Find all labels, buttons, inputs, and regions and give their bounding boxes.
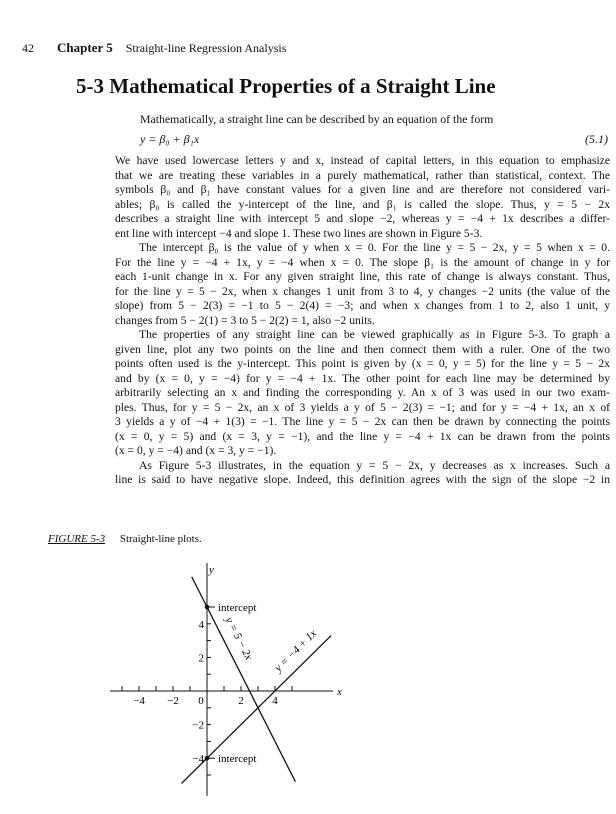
text-line: (x = 0, y = 5) and (x = 3, y = −1), and the line y = −4 + 1x can be drawn from the points	[115, 429, 610, 443]
chapter-label: Chapter 5	[57, 40, 113, 55]
text-line: The properties of any straight line can be viewed graphically as in Figure 5-3. To graph a	[139, 328, 610, 341]
text-line: that we are treating these variables in a purely mathematical, rather than statistical, context. The	[115, 168, 610, 182]
series-label: y = −4 + 1x	[272, 627, 320, 675]
text-line: ples. Thus, for y = 5 − 2x, an x of 3 yields a y of 5 − 2(3) = −1; and for y = −4 + 1x, an x of	[115, 400, 610, 414]
text-line: for the line y = 5 − 2x, when x changes 1 unit from 3 to 4, y changes −2 units (the value of the	[115, 284, 610, 298]
chapter-title: Straight-line Regression Analysis	[125, 41, 287, 55]
text-line: arbitrarily selecting an x and finding the corresponding y. An x of 3 was used in our two exam-	[115, 386, 610, 399]
text-line: We have used lowercase letters y and x, instead of capital letters, in this equation to emphasize	[115, 154, 610, 167]
y-tick-label: 4	[198, 618, 204, 631]
figure-label: FIGURE 5-3	[48, 533, 106, 545]
text-line: symbols β₀ and β₁ have constant values for a given line and are therefore not considered vari-	[115, 183, 610, 196]
figure-caption-text: Straight-line plots.	[119, 533, 202, 545]
x-tick-label: −4	[133, 695, 145, 707]
text-line: ent line with intercept −4 and slope 1. These two lines are shown in Figure 5-3.	[115, 226, 483, 240]
intercept-point	[205, 605, 210, 610]
text-line: As Figure 5-3 illustrates, in the equation y = 5 − 2x, y decreases as x increases. Such a	[139, 458, 610, 472]
text-line: points often used is the y-intercept. This point is given by (x = 0, y = 5) for the line y = 5 − 2x	[115, 357, 610, 370]
text-line: each 1-unit change in x. For any given straight line, this rate of change is always constant. Thus,	[115, 270, 610, 283]
y-tick-label: −2	[192, 719, 204, 732]
y-axis-label: y	[209, 564, 214, 576]
y-tick-label: −4	[192, 753, 204, 766]
page-number: 42	[22, 41, 34, 55]
x-tick-label: 0	[198, 695, 204, 707]
intercept-point	[205, 756, 210, 761]
text-line: The intercept β₀ is the value of y when x = 0. For the line y = 5 − 2x, y = 5 when x = 0.	[139, 241, 610, 254]
text-line: given line, plot any two points on the line and then connect them with a ruler. One of the two	[115, 342, 610, 356]
text-line: ables; β₀ is called the y-intercept of the line, and β₁ is called the slope. Thus, y = 5 − 2x	[115, 197, 610, 211]
equation: y = β₀ + β₁x	[140, 132, 200, 146]
x-tick-label: 4	[272, 695, 278, 707]
text-line: (x = 0, y = −4) and (x = 3, y = −1).	[115, 444, 277, 457]
section-title: 5-3 Mathematical Properties of a Straight Line	[76, 74, 496, 98]
text-line: For the line y = −4 + 1x, y = −4 when x = 0. The slope β₁ is the amount of change in y for	[115, 255, 610, 269]
intro-text: Mathematically, a straight line can be described by an equation of the form	[140, 112, 494, 126]
text-line: line is said to have negative slope. Indeed, this definition agrees with the sign of the slope −2 in	[115, 473, 610, 486]
y-tick-label: 2	[198, 652, 204, 665]
text-line: slope) from 5 − 2(3) = −1 to 5 − 2(4) = −3; and when x changes from 1 to 2, also 1 unit, y	[115, 299, 610, 312]
intercept-label: intercept	[218, 602, 257, 614]
series-label: y = 5 − 2x	[222, 615, 255, 663]
intercept-label: intercept	[218, 753, 257, 766]
text-line: describes a straight line with intercept 5 and slope −2, whereas y = −4 + 1x describes a differ-	[115, 212, 610, 225]
text-line: 3 yields a y of −4 + 1(3) = −1. The line y = 5 − 2x can then be drawn by connecting the points	[115, 415, 610, 428]
text-line: and by (x = 0, y = −4) for y = −4 + 1x. The other point for each line may be determined by	[115, 371, 610, 385]
x-axis-label: x	[337, 686, 342, 698]
x-tick-label: −2	[167, 695, 179, 707]
x-tick-label: 2	[238, 695, 244, 707]
equation-number: (5.1)	[585, 132, 608, 146]
text-line: changes from 5 − 2(1) = 3 to 5 − 2(2) = 1, also −2 units.	[115, 313, 375, 327]
